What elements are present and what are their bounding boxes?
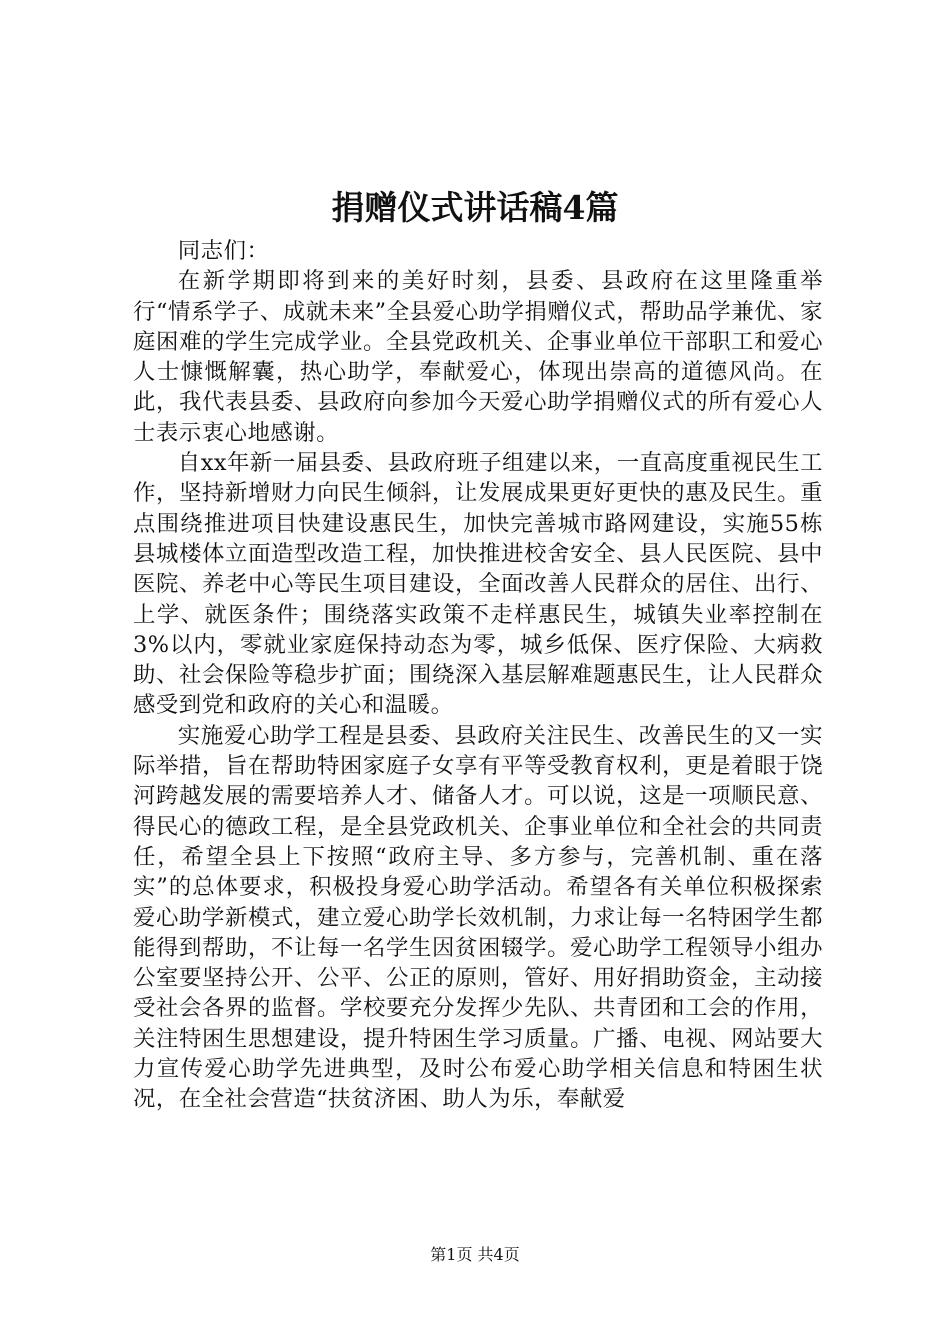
document-body bbox=[133, 236, 823, 1115]
page-indicator: 第1页 共4页 bbox=[430, 1245, 520, 1264]
salutation: 同志们： bbox=[177, 238, 270, 264]
document-title: 捐赠仪式讲话稿4篇 bbox=[331, 188, 619, 227]
paragraph-2: 自xx年新一届县委、县政府班子组建以来，一直高度重视民生工作，坚持新增财力向民生倾斜，让发展成果更好更快的惠及民生。重点围绕推进项目快建设惠民生，加快完善城市路网建设，实施55栋县城楼体立面造型改造工程，加快推进校舍安全、县人民医院、县中医院、养老中心等民生项目建设，全面改善人民群众的居住、出行、上学、就医条件；围绕落实政策不走样惠民生，城镇失业率控制在3%以内，零就业家庭保持动态为零，城乡低保、医疗保险、大病救助、社会保险等稳步扩面；围绕深入基层解难题惠民生，让人民群众感受到党和政府的关心和温暖。 bbox=[133, 450, 823, 719]
paragraph-1: 在新学期即将到来的美好时刻，县委、县政府在这里隆重举行“情系学子、成就未来”全县爱心助学捐赠仪式，帮助品学兼优、家庭困难的学生完成学业。全县党政机关、企事业单位干部职工和爱心人士慷慨解囊，热心助学，奉献爱心，体现出崇高的道德风尚。在此，我代表县委、县政府向参加今天爱心助学捐赠仪式的所有爱心人士表示衷心地感谢。 bbox=[133, 268, 823, 446]
paragraph-3: 实施爱心助学工程是县委、县政府关注民生、改善民生的又一实际举措，旨在帮助特困家庭子女享有平等受教育权利，更是着眼于饶河跨越发展的需要培养人才、储备人才。可以说，这是一项顺民意、得民心的德政工程，是全县党政机关、企事业单位和全社会的共同责任，希望全县上下按照“政府主导、多方参与，完善机制、重在落实”的总体要求，积极投身爱心助学活动。希望各有关单位积极探索爱心助学新模式，建立爱心助学长效机制，力求让每一名特困学生都能得到帮助，不让每一名学生因贫困辍学。爱心助学工程领导小组办公室要坚持公开、公平、公正的原则，管好、用好捐助资金，主动接受社会各界的监督。学校要充分发挥少先队、共青团和工会的作用，关注特困生思想建设，提升特困生学习质量。广播、电视、网站要大力宣传爱心助学先进典型，及时公布爱心助学相关信息和特困生状况，在全社会营造“扶贫济困、助人为乐，奉献爱 bbox=[133, 722, 823, 1113]
